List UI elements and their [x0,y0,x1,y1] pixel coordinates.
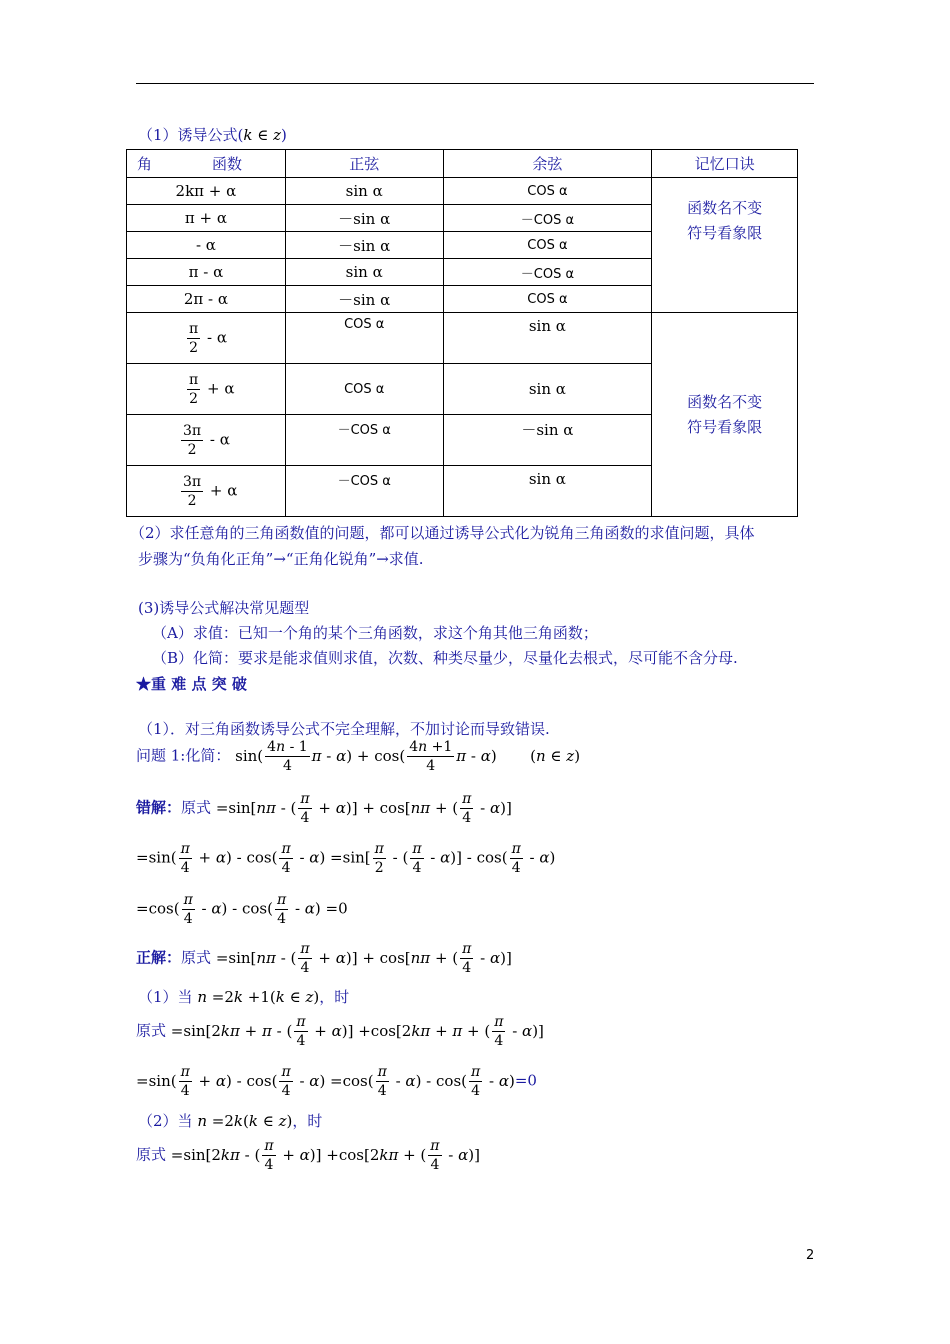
sin-cell: －sin α [285,286,443,313]
case1-line2: =sin( $\frac{\pi}{4}$ + α) - cos( $\frac{\pi}{4}$ - α) =cos( $\frac{\pi}{4}$ - α) - cos( $\frac{\pi}{4}$ - α)=0 [136,1064,537,1099]
page-number: 2 [806,1248,815,1263]
correct-solution-line1: 正解：原式 =sin[nπ - ( $\frac{\pi}{4}$ + α)] + cos[nπ + ( $\frac{\pi}{4}$ - α)] [136,941,512,976]
header-mnemonic: 记忆口诀 [652,150,798,178]
section3-item-b: （B）化简：要求是能求值则求值，次数、种类尽量少，尽量化去根式，尽可能不含分母. [152,649,738,667]
sin-cell: －COS α [285,415,443,466]
problem1-label: 问题 1:化简： [136,746,231,765]
angle-cell: 2kπ + α [127,178,286,205]
difficulty-heading: ★重 难 点 突 破 [136,675,247,693]
angle-cell: $\frac{\pi}{2}$ + α [127,364,286,415]
cos-cell: COS α [443,232,652,259]
sin-cell: －COS α [285,466,443,517]
cos-cell: －sin α [443,415,652,466]
section3-item-a: （A）求值：已知一个角的某个三角函数，求这个角其他三角函数； [152,624,598,642]
table-header-row [127,150,798,178]
angle-fraction: $\frac{\pi}{2}$ [189,320,199,356]
sin-cell: －sin α [285,232,443,259]
sin-cell: COS α [285,364,443,415]
problem1-line [136,740,580,773]
angle-fraction: $\frac{3\pi}{2}$ [183,473,202,509]
mnemonic-line: 函数名不变 [687,199,763,217]
mnemonic-cell-2 [652,313,798,517]
header-angle-function: 角 函数 [127,150,286,178]
case1-condition: （1）当 n =2k +1(k ∈ z)，时 [138,988,350,1006]
angle-cell: $\frac{3\pi}{2}$ + α [127,466,286,517]
section1-title: （1）诱导公式(k ∈ z) [138,126,287,144]
case2-line1: 原式 =sin[2kπ - ( $\frac{\pi}{4}$ + α)] +cos[2kπ + ( $\frac{\pi}{4}$ - α)] [136,1138,480,1173]
sin-cell: －sin α [285,205,443,232]
cos-cell: COS α [443,286,652,313]
sin-cell: sin α [285,259,443,286]
table-row [127,313,798,364]
angle-fraction: $\frac{3\pi}{2}$ [183,422,202,458]
header-sine: 正弦 [285,150,443,178]
header-rule [136,83,814,84]
cos-cell: COS α [443,178,652,205]
cos-cell: sin α [443,466,652,517]
induction-formula-table [126,149,798,517]
case2-condition: （2）当 n =2k(k ∈ z)，时 [138,1112,323,1130]
wrong-solution-line3: =cos( $\frac{\pi}{4}$ - α) - cos( $\frac{\pi}{4}$ - α) =0 [136,892,348,927]
angle-fraction: $\frac{\pi}{2}$ [189,371,199,407]
angle-cell: π + α [127,205,286,232]
mnemonic-line: 符号看象限 [687,224,763,242]
angle-cell: $\frac{\pi}{2}$ - α [127,313,286,364]
header-cosine: 余弦 [443,150,652,178]
mnemonic-cell-1 [652,178,798,313]
section3-title: (3)诱导公式解决常见题型 [138,599,310,617]
angle-cell: - α [127,232,286,259]
angle-cell: $\frac{3\pi}{2}$ - α [127,415,286,466]
point1-text: （1）．对三角函数诱导公式不完全理解，不加讨论而导致错误. [138,720,550,738]
case1-line1: 原式 =sin[2kπ + π - ( $\frac{\pi}{4}$ + α)] +cos[2kπ + π + ( $\frac{\pi}{4}$ - α)] [136,1014,544,1049]
mnemonic-line: 符号看象限 [687,417,763,436]
angle-cell: 2π - α [127,286,286,313]
mnemonic-line: 函数名不变 [687,392,763,411]
table-row [127,178,798,205]
wrong-solution-line1: 错解：原式 =sin[nπ - ( $\frac{\pi}{4}$ + α)] + cos[nπ + ( $\frac{\pi}{4}$ - α)] [136,791,512,826]
cos-cell: sin α [443,313,652,364]
sin-cell: sin α [285,178,443,205]
section2-line1: （2）求任意角的三角函数值的问题，都可以通过诱导公式化为锐角三角函数的求值问题，具体 [130,524,755,542]
angle-cell: π - α [127,259,286,286]
cos-cell: sin α [443,364,652,415]
cos-cell: －COS α [443,259,652,286]
wrong-solution-line2: =sin( $\frac{\pi}{4}$ + α) - cos( $\frac{\pi}{4}$ - α) =sin[ $\frac{\pi}{2}$ - ( $\frac{\pi}{4}$ - α)] - cos( $\frac{\pi}{4}$ - α) [136,841,556,876]
section2-line2: 步骤为“负角化正角”→“正角化锐角”→求值. [138,550,424,568]
sin-cell: COS α [285,313,443,364]
cos-cell: －COS α [443,205,652,232]
problem1-expression: sin( $\frac{4n - 1}{4}$ π - α) + cos( $\frac{4n +1}{4}$ π - α) (n ∈ z) [235,739,581,774]
